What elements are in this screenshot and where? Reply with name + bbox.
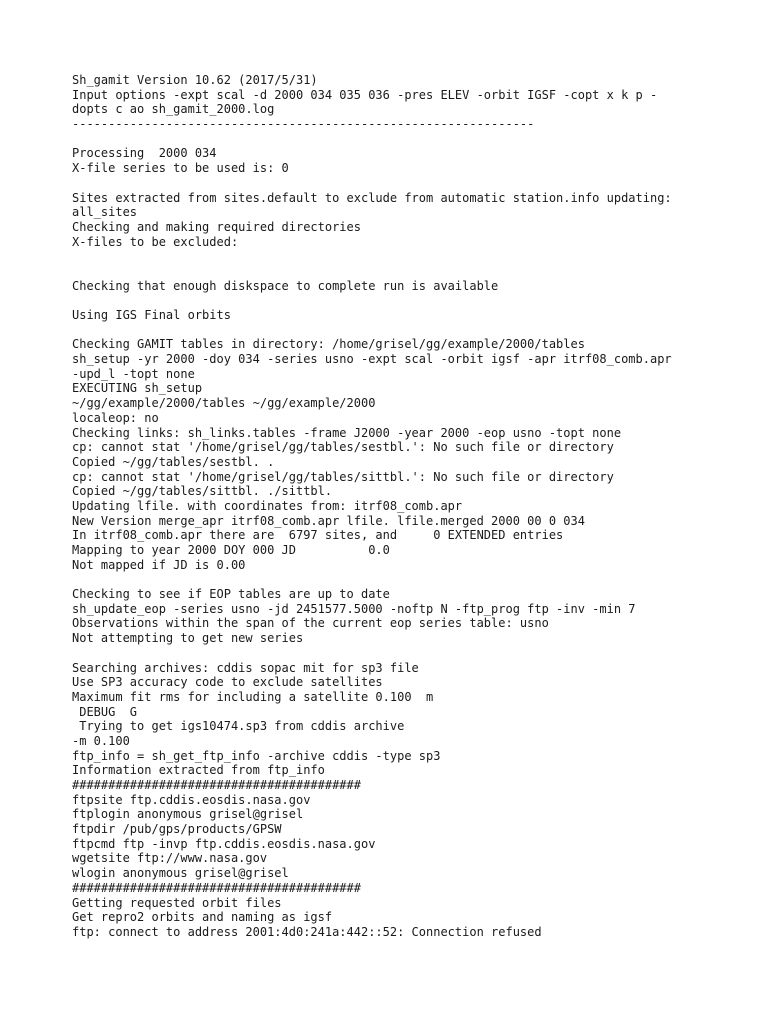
log-line: Checking to see if EOP tables are up to date <box>72 587 390 602</box>
log-line: localeop: no <box>72 410 159 425</box>
log-line: ftplogin anonymous grisel@grisel <box>72 807 304 822</box>
log-line: sh_setup -yr 2000 -doy 034 -series usno -expt scal -orbit igsf -apr itrf08_comb.apr <box>72 352 672 367</box>
log-line: Checking that enough diskspace to complete run is available <box>72 278 499 293</box>
log-line: Not mapped if JD is 0.00 <box>72 557 246 572</box>
log-output <box>72 73 732 940</box>
log-line: Trying to get igs10474.sp3 from cddis archive <box>72 719 405 734</box>
log-line: ftpsite ftp.cddis.eosdis.nasa.gov <box>72 792 311 807</box>
log-line: Checking links: sh_links.tables -frame J2000 -year 2000 -eop usno -topt none <box>72 425 622 440</box>
log-line: X-file series to be used is: 0 <box>72 161 289 176</box>
log-line: Get repro2 orbits and naming as igsf <box>72 910 333 925</box>
log-line: X-files to be excluded: <box>72 234 239 249</box>
log-line: Sites extracted from sites.default to exclude from automatic station.info updating: <box>72 190 672 205</box>
log-line: In itrf08_comb.apr there are 6797 sites, and 0 EXTENDED entries <box>72 528 564 543</box>
log-line: ---------------------------------------------------------------- <box>72 117 535 132</box>
log-line <box>72 293 732 308</box>
log-line: ftpcmd ftp -invp ftp.cddis.eosdis.nasa.gov <box>72 836 376 851</box>
log-line: cp: cannot stat '/home/grisel/gg/tables/sestbl.': No such file or directory <box>72 440 614 455</box>
log-line: Not attempting to get new series <box>72 631 304 646</box>
log-line: Use SP3 accuracy code to exclude satellites <box>72 675 383 690</box>
log-line: Sh_gamit Version 10.62 (2017/5/31) <box>72 73 318 87</box>
log-line: Getting requested orbit files <box>72 895 282 910</box>
log-line: Checking and making required directories <box>72 219 361 234</box>
log-line: Observations within the span of the current eop series table: usno <box>72 616 549 631</box>
log-line: wlogin anonymous grisel@grisel <box>72 866 289 881</box>
log-line: -m 0.100 <box>72 733 130 748</box>
log-line: EXECUTING sh_setup <box>72 381 203 396</box>
log-line <box>72 132 732 147</box>
log-line <box>72 646 732 661</box>
log-line: cp: cannot stat '/home/grisel/gg/tables/sittbl.': No such file or directory <box>72 469 614 484</box>
log-line: wgetsite ftp://www.nasa.gov <box>72 851 268 866</box>
log-line: Using IGS Final orbits <box>72 308 231 322</box>
log-line: -upd_l -topt none <box>72 366 195 381</box>
log-line: Processing 2000 034 <box>72 146 217 161</box>
log-line <box>72 572 732 587</box>
log-line: all_sites <box>72 205 138 220</box>
log-line: DEBUG G <box>72 704 138 719</box>
log-line: ~/gg/example/2000/tables ~/gg/example/2000 <box>72 396 376 411</box>
log-line <box>72 176 732 191</box>
log-line: ######################################## <box>72 880 361 895</box>
log-line: Searching archives: cddis sopac mit for sp3 file <box>72 660 419 675</box>
log-line: Updating lfile. with coordinates from: itrf08_comb.apr <box>72 498 463 513</box>
log-line: ftp_info = sh_get_ftp_info -archive cddis -type sp3 <box>72 748 441 763</box>
log-line: Mapping to year 2000 DOY 000 JD 0.0 <box>72 543 390 557</box>
log-line: ######################################## <box>72 778 361 792</box>
log-line <box>72 264 732 279</box>
log-line: Input options -expt scal -d 2000 034 035 036 -pres ELEV -orbit IGSF -copt x k p - <box>72 87 658 102</box>
log-line: Maximum fit rms for including a satellite 0.100 m <box>72 689 434 704</box>
log-line: New Version merge_apr itrf08_comb.apr lfile. lfile.merged 2000 00 0 034 <box>72 513 585 528</box>
log-line: Checking GAMIT tables in directory: /home/grisel/gg/example/2000/tables <box>72 337 585 352</box>
log-line <box>72 323 732 338</box>
log-line: Information extracted from ftp_info <box>72 763 325 778</box>
log-line: Copied ~/gg/tables/sestbl. . <box>72 454 275 469</box>
log-line: ftpdir /pub/gps/products/GPSW <box>72 822 282 837</box>
log-line: sh_update_eop -series usno -jd 2451577.5000 -noftp N -ftp_prog ftp -inv -min 7 <box>72 601 636 616</box>
log-line: dopts c ao sh_gamit_2000.log <box>72 102 275 117</box>
log-line: Copied ~/gg/tables/sittbl. ./sittbl. <box>72 484 333 499</box>
log-line: ftp: connect to address 2001:4d0:241a:442::52: Connection refused <box>72 924 542 939</box>
log-line <box>72 249 732 264</box>
